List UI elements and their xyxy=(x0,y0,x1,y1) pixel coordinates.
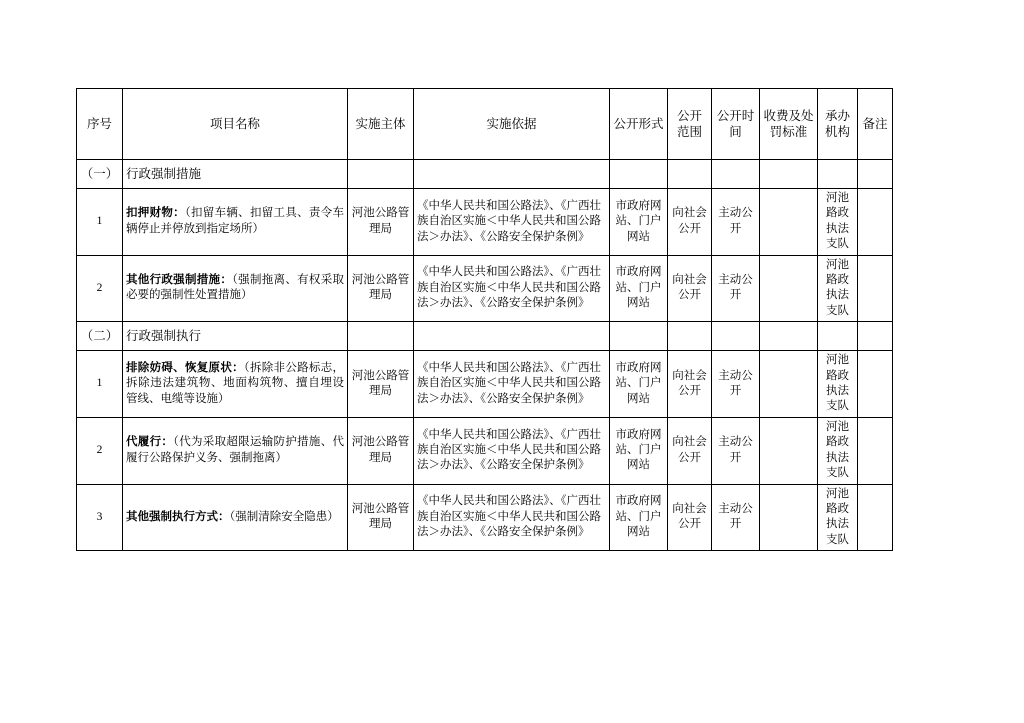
row-name xyxy=(123,189,348,256)
row-basis: 《中华人民共和国公路法》、《广西壮族自治区实施＜中华人民共和国公路法＞办法》、《公路安全保护条例》 xyxy=(414,417,610,484)
row-name xyxy=(123,351,348,418)
row-org: 河池路政执法支队 xyxy=(818,351,858,418)
header-scope: 公开范围 xyxy=(668,89,712,160)
administrative-enforcement-table xyxy=(76,88,893,551)
row-org: 河池路政执法支队 xyxy=(818,255,858,322)
row-remark xyxy=(858,255,893,322)
header-form: 公开形式 xyxy=(610,89,668,160)
row-scope: 向社会公开 xyxy=(668,255,712,322)
row-fee xyxy=(760,351,818,418)
row-name-rest: （强制清除安全隐患） xyxy=(229,510,339,523)
header-fee: 收费及处罚标准 xyxy=(760,89,818,160)
section-blank-org xyxy=(818,322,858,351)
row-fee xyxy=(760,484,818,551)
row-remark xyxy=(858,189,893,256)
row-name xyxy=(123,417,348,484)
row-time: 主动公开 xyxy=(712,417,760,484)
row-fee xyxy=(760,189,818,256)
row-time: 主动公开 xyxy=(712,484,760,551)
row-remark xyxy=(858,417,893,484)
table-row xyxy=(77,417,893,484)
row-subject: 河池公路管理局 xyxy=(348,417,414,484)
header-subject: 实施主体 xyxy=(348,89,414,160)
row-subject: 河池公路管理局 xyxy=(348,484,414,551)
header-time: 公开时间 xyxy=(712,89,760,160)
row-scope: 向社会公开 xyxy=(668,351,712,418)
header-seq: 序号 xyxy=(77,89,123,160)
row-subject: 河池公路管理局 xyxy=(348,351,414,418)
row-subject: 河池公路管理局 xyxy=(348,189,414,256)
table-header-row xyxy=(77,89,893,160)
row-scope: 向社会公开 xyxy=(668,484,712,551)
row-seq: 1 xyxy=(77,189,123,256)
row-fee xyxy=(760,417,818,484)
row-seq: 1 xyxy=(77,351,123,418)
row-name-bold: 代履行： xyxy=(126,436,174,449)
section-blank-form xyxy=(610,160,668,189)
section-header-row xyxy=(77,322,893,351)
header-remark: 备注 xyxy=(858,89,893,160)
row-name xyxy=(123,255,348,322)
section-title: 行政强制执行 xyxy=(123,322,348,351)
section-blank-form xyxy=(610,322,668,351)
table-container xyxy=(76,88,888,551)
row-name-rest: （拆除非公路标志，拆除违法建筑物、地面构筑物、擅自埋设管线、电缆等设施） xyxy=(126,361,345,405)
row-remark xyxy=(858,351,893,418)
row-fee xyxy=(760,255,818,322)
section-blank-time xyxy=(712,322,760,351)
section-blank-fee xyxy=(760,160,818,189)
row-name-bold: 扣押财物： xyxy=(126,207,185,220)
row-org: 河池路政执法支队 xyxy=(818,189,858,256)
header-name: 项目名称 xyxy=(123,89,348,160)
row-form: 市政府网站、门户网站 xyxy=(610,189,668,256)
section-blank-org xyxy=(818,160,858,189)
section-blank-basis xyxy=(414,160,610,189)
row-subject: 河池公路管理局 xyxy=(348,255,414,322)
row-time: 主动公开 xyxy=(712,255,760,322)
row-form: 市政府网站、门户网站 xyxy=(610,484,668,551)
row-seq: 2 xyxy=(77,255,123,322)
row-name-bold: 其他行政强制措施： xyxy=(126,274,233,287)
table-row xyxy=(77,189,893,256)
section-blank-fee xyxy=(760,322,818,351)
row-time: 主动公开 xyxy=(712,351,760,418)
section-blank-remark xyxy=(858,160,893,189)
section-title: 行政强制措施 xyxy=(123,160,348,189)
section-blank-scope xyxy=(668,160,712,189)
row-name xyxy=(123,484,348,551)
row-name-rest: （强制拖离、有权采取必要的强制性处置措施） xyxy=(126,274,344,302)
row-org: 河池路政执法支队 xyxy=(818,484,858,551)
section-blank-subject xyxy=(348,322,414,351)
header-org: 承办机构 xyxy=(818,89,858,160)
row-scope: 向社会公开 xyxy=(668,189,712,256)
row-form: 市政府网站、门户网站 xyxy=(610,351,668,418)
row-basis: 《中华人民共和国公路法》、《广西壮族自治区实施＜中华人民共和国公路法＞办法》、《公路安全保护条例》 xyxy=(414,484,610,551)
section-label: （一） xyxy=(77,160,123,189)
row-form: 市政府网站、门户网站 xyxy=(610,417,668,484)
row-seq: 3 xyxy=(77,484,123,551)
table-row xyxy=(77,351,893,418)
row-name-bold: 排除妨碍、恢复原状： xyxy=(126,361,244,374)
row-name-rest: （扣留车辆、扣留工具、责令车辆停止并停放到指定场所） xyxy=(126,207,345,235)
section-blank-scope xyxy=(668,322,712,351)
section-header-row xyxy=(77,160,893,189)
section-blank-time xyxy=(712,160,760,189)
row-seq: 2 xyxy=(77,417,123,484)
section-blank-basis xyxy=(414,322,610,351)
row-basis: 《中华人民共和国公路法》、《广西壮族自治区实施＜中华人民共和国公路法＞办法》、《公路安全保护条例》 xyxy=(414,351,610,418)
row-basis: 《中华人民共和国公路法》、《广西壮族自治区实施＜中华人民共和国公路法＞办法》、《公路安全保护条例》 xyxy=(414,255,610,322)
section-blank-remark xyxy=(858,322,893,351)
table-row xyxy=(77,255,893,322)
row-name-rest: （代为采取超限运输防护措施、代履行公路保护义务、强制拖离） xyxy=(126,436,345,464)
row-basis: 《中华人民共和国公路法》、《广西壮族自治区实施＜中华人民共和国公路法＞办法》、《公路安全保护条例》 xyxy=(414,189,610,256)
table-row xyxy=(77,484,893,551)
row-remark xyxy=(858,484,893,551)
row-form: 市政府网站、门户网站 xyxy=(610,255,668,322)
row-org: 河池路政执法支队 xyxy=(818,417,858,484)
row-name-bold: 其他强制执行方式： xyxy=(126,510,230,523)
row-scope: 向社会公开 xyxy=(668,417,712,484)
header-basis: 实施依据 xyxy=(414,89,610,160)
row-time: 主动公开 xyxy=(712,189,760,256)
section-blank-subject xyxy=(348,160,414,189)
section-label: （二） xyxy=(77,322,123,351)
